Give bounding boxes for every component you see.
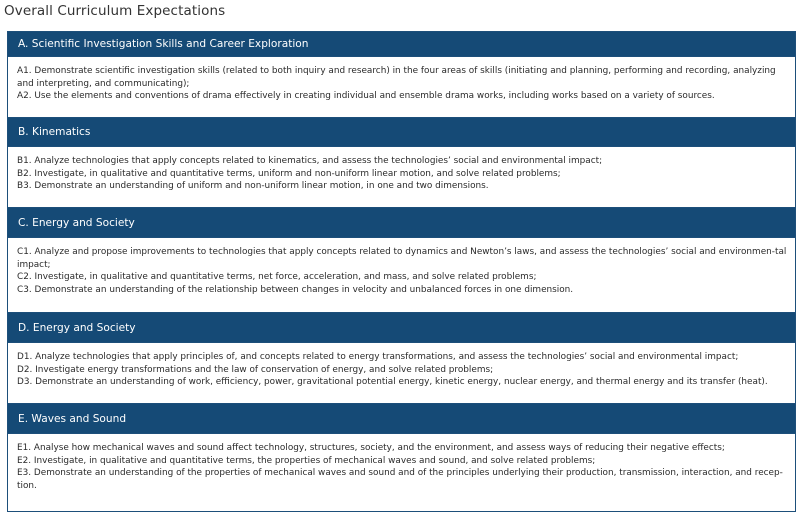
- section-title: E. Waves and Sound: [18, 412, 127, 425]
- section-title: C. Energy and Society: [18, 216, 135, 229]
- section-header-c: [8, 208, 795, 238]
- expectation-e2: E2. Investigate, in qualitative and quantitative terms, the properties of mechanical waves and sound, and solve related problems;: [17, 455, 596, 466]
- expectations-table: [7, 31, 796, 512]
- expectation-a2: A2. Use the elements and conventions of drama effectively in creating individual and ensemble drama works, including works based on a variety of sources.: [17, 91, 715, 101]
- expectation-c3: C3. Demonstrate an understanding of the relationship between changes in velocity and unbalanced forces in one dimension.: [17, 284, 574, 295]
- section-body-a: [8, 57, 795, 118]
- expectation-d2: D2. Investigate energy transformations and the law of conservation of energy, and solve related problems;: [17, 364, 494, 375]
- section-title: A. Scientific Investigation Skills and Career Exploration: [18, 38, 309, 50]
- section-header-d: [8, 313, 795, 343]
- section-header-a: [8, 32, 795, 57]
- page-title: Overall Curriculum Expectations: [4, 3, 226, 19]
- expectation-b2: B2. Investigate, in qualitative and quantitative terms, uniform and non-uniform linear motion, and solve related problems;: [17, 168, 561, 179]
- section-title: B. Kinematics: [18, 126, 91, 138]
- section-header-e: [8, 404, 795, 434]
- section-body-c: [8, 238, 795, 313]
- section-title: D. Energy and Society: [18, 321, 136, 334]
- expectation-d3: D3. Demonstrate an understanding of work, efficiency, power, gravitational potential energy, kinetic energy, nuclear energy, and thermal energy and its transfer (heat).: [17, 377, 768, 387]
- expectation-a1: A1. Demonstrate scientific investigation skills (related to both inquiry and research) in the four areas of skills (initiating and planning, performing and recording, analyzing and interpreting, and communicating);: [17, 66, 776, 89]
- section-header-b: [8, 118, 795, 147]
- section-body-b: [8, 147, 795, 208]
- expectation-b3: B3. Demonstrate an understanding of uniform and non-uniform linear motion, in one and two dimensions.: [17, 181, 489, 191]
- expectation-d1: D1. Analyze technologies that apply principles of, and concepts related to energy transformations, and assess the technologies’ social and environmental impact;: [17, 352, 739, 362]
- expectation-b1: B1. Analyze technologies that apply concepts related to kinematics, and assess the technologies’ social and environmental impact;: [17, 156, 603, 166]
- expectation-e1: E1. Analyse how mechanical waves and sound affect technology, structures, society, and the environment, and assess ways of reducing their negative effects;: [17, 443, 725, 453]
- expectation-c2: C2. Investigate, in qualitative and quantitative terms, net force, acceleration, and mass, and solve related problems;: [17, 272, 537, 282]
- expectation-e3: E3. Demonstrate an understanding of the properties of mechanical waves and sound and of the principles underlying their production, transmission, interaction, and recep-tion.: [17, 468, 783, 491]
- section-body-d: [8, 343, 795, 404]
- expectation-c1: C1. Analyze and propose improvements to technologies that apply concepts related to dynamics and Newton’s laws, and assess the technologies’ social and environmen-tal impact;: [17, 247, 787, 270]
- section-body-e: [8, 434, 795, 511]
